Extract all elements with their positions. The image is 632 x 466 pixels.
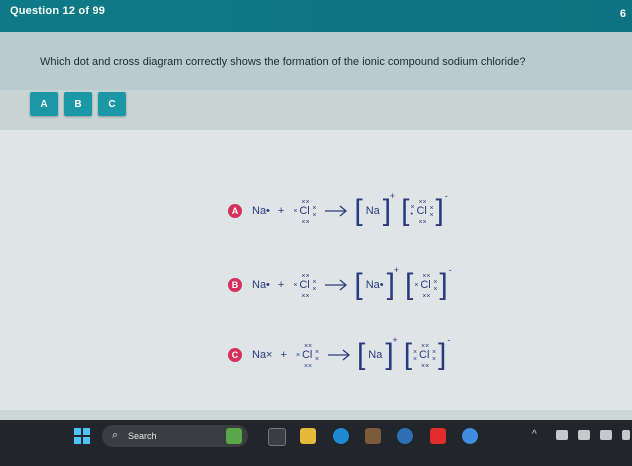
diagram-panel xyxy=(0,130,632,420)
chlorine-symbol: Cl xyxy=(301,349,313,361)
sodium-ion: [ Na• ] + xyxy=(354,265,399,301)
electron-cross: ×× xyxy=(418,219,427,226)
chlorine-ion-core xyxy=(412,341,438,369)
electron-cross: ×× xyxy=(421,343,430,350)
anion-charge: - xyxy=(448,265,452,275)
display-icon[interactable] xyxy=(600,430,612,440)
question-bar xyxy=(0,32,632,90)
electron-cross: ×× xyxy=(421,363,430,370)
cation-charge: + xyxy=(393,265,399,275)
answer-button-c[interactable]: C xyxy=(98,92,126,116)
chlorine-atom xyxy=(295,341,321,369)
app-icon[interactable] xyxy=(397,428,413,444)
sodium-ion-label: Na xyxy=(365,205,380,217)
store-icon[interactable] xyxy=(365,428,381,444)
plus-sign: + xyxy=(280,349,287,361)
chloride-ion: [ ×× × × Cl × × ×× ] - xyxy=(403,335,451,371)
chlorine-ion-core xyxy=(413,271,439,299)
option-c-badge: C xyxy=(228,348,242,362)
sodium-atom: Na• xyxy=(252,205,270,217)
chlorine-ion-core xyxy=(409,197,435,225)
chloride-ion: [ ×× × • Cl × × ×× ] - xyxy=(401,191,448,227)
youtube-icon[interactable] xyxy=(430,428,446,444)
arrow-right-icon xyxy=(324,205,348,217)
electron-cross: × × xyxy=(314,349,320,363)
tray-icon[interactable] xyxy=(578,430,590,440)
option-b-badge: B xyxy=(228,278,242,292)
score: 6 xyxy=(619,8,626,20)
electron-cross: × xyxy=(293,282,298,289)
chlorine-symbol: Cl xyxy=(419,349,430,361)
cation-charge: + xyxy=(392,335,398,345)
option-c-equation xyxy=(228,335,451,371)
plus-sign: + xyxy=(277,279,285,291)
electron-cross: ×× xyxy=(418,199,427,206)
electron-cross: × × xyxy=(413,349,418,363)
sodium-ion: [ Na ] + xyxy=(354,191,396,227)
windows-start-icon[interactable] xyxy=(74,428,90,444)
option-a-badge: A xyxy=(228,204,242,218)
answer-button-b[interactable]: B xyxy=(64,92,92,116)
electron-cross: × • xyxy=(410,204,415,218)
chlorine-symbol: Cl xyxy=(299,279,310,291)
chlorine-atom xyxy=(292,271,318,299)
question-counter: Question 12 of 99 xyxy=(10,5,106,17)
option-a-equation xyxy=(228,191,448,227)
question-header xyxy=(0,0,632,32)
cation-charge: + xyxy=(389,191,396,201)
plus-sign: + xyxy=(277,205,285,217)
sodium-atom: Na× xyxy=(252,349,273,361)
electron-cross: ×× xyxy=(301,273,310,280)
file-explorer-icon[interactable] xyxy=(300,428,316,444)
answer-buttons xyxy=(30,92,126,116)
panel-footer xyxy=(0,410,632,420)
sodium-ion: [ Na ] + xyxy=(356,335,398,371)
edge-browser-icon[interactable] xyxy=(333,428,349,444)
sodium-ion-label: Na xyxy=(368,349,383,361)
electron-cross: ×× xyxy=(422,293,431,300)
sodium-atom: Na• xyxy=(252,279,270,291)
chlorine-symbol: Cl xyxy=(416,205,427,217)
language-icon[interactable] xyxy=(622,430,630,440)
electron-cross: × × xyxy=(433,279,438,293)
sodium-ion-label: Na• xyxy=(365,279,384,291)
electron-cross: ×× xyxy=(301,199,310,206)
answer-button-a[interactable]: A xyxy=(30,92,58,116)
electron-cross: × × xyxy=(429,205,434,219)
electron-cross: ×× xyxy=(303,363,313,370)
app-icon[interactable] xyxy=(462,428,478,444)
search-icon: ⌕ xyxy=(112,429,119,441)
electron-cross: × × xyxy=(312,279,317,293)
chloride-ion: [ ×× × Cl × × ×× ] - xyxy=(404,265,452,301)
arrow-right-icon xyxy=(324,279,348,291)
chlorine-atom xyxy=(292,197,318,225)
taskbar xyxy=(0,420,632,466)
chlorine-symbol: Cl xyxy=(420,279,431,291)
electron-cross: × xyxy=(293,208,298,215)
chevron-up-icon[interactable]: ^ xyxy=(532,429,537,440)
anion-charge: - xyxy=(444,191,448,201)
chlorine-symbol: Cl xyxy=(299,205,310,217)
electron-cross: ×× xyxy=(303,343,313,350)
electron-cross: ×× xyxy=(301,219,310,226)
electron-cross: × xyxy=(414,282,419,289)
arrow-right-icon xyxy=(327,349,351,361)
electron-cross: × × xyxy=(312,205,317,219)
anion-charge: - xyxy=(447,335,451,345)
electron-cross: ×× xyxy=(422,273,431,280)
electron-cross: × xyxy=(295,352,301,359)
widgets-icon[interactable] xyxy=(226,428,242,444)
search-label: Search xyxy=(128,431,157,441)
question-text: Which dot and cross diagram correctly shows the formation of the ionic compound sodium chloride? xyxy=(40,56,526,68)
tray-icon[interactable] xyxy=(556,430,568,440)
option-b-equation xyxy=(228,265,452,301)
electron-cross: ×× xyxy=(301,293,310,300)
task-view-icon[interactable] xyxy=(268,428,286,446)
electron-cross: × × xyxy=(432,349,437,363)
